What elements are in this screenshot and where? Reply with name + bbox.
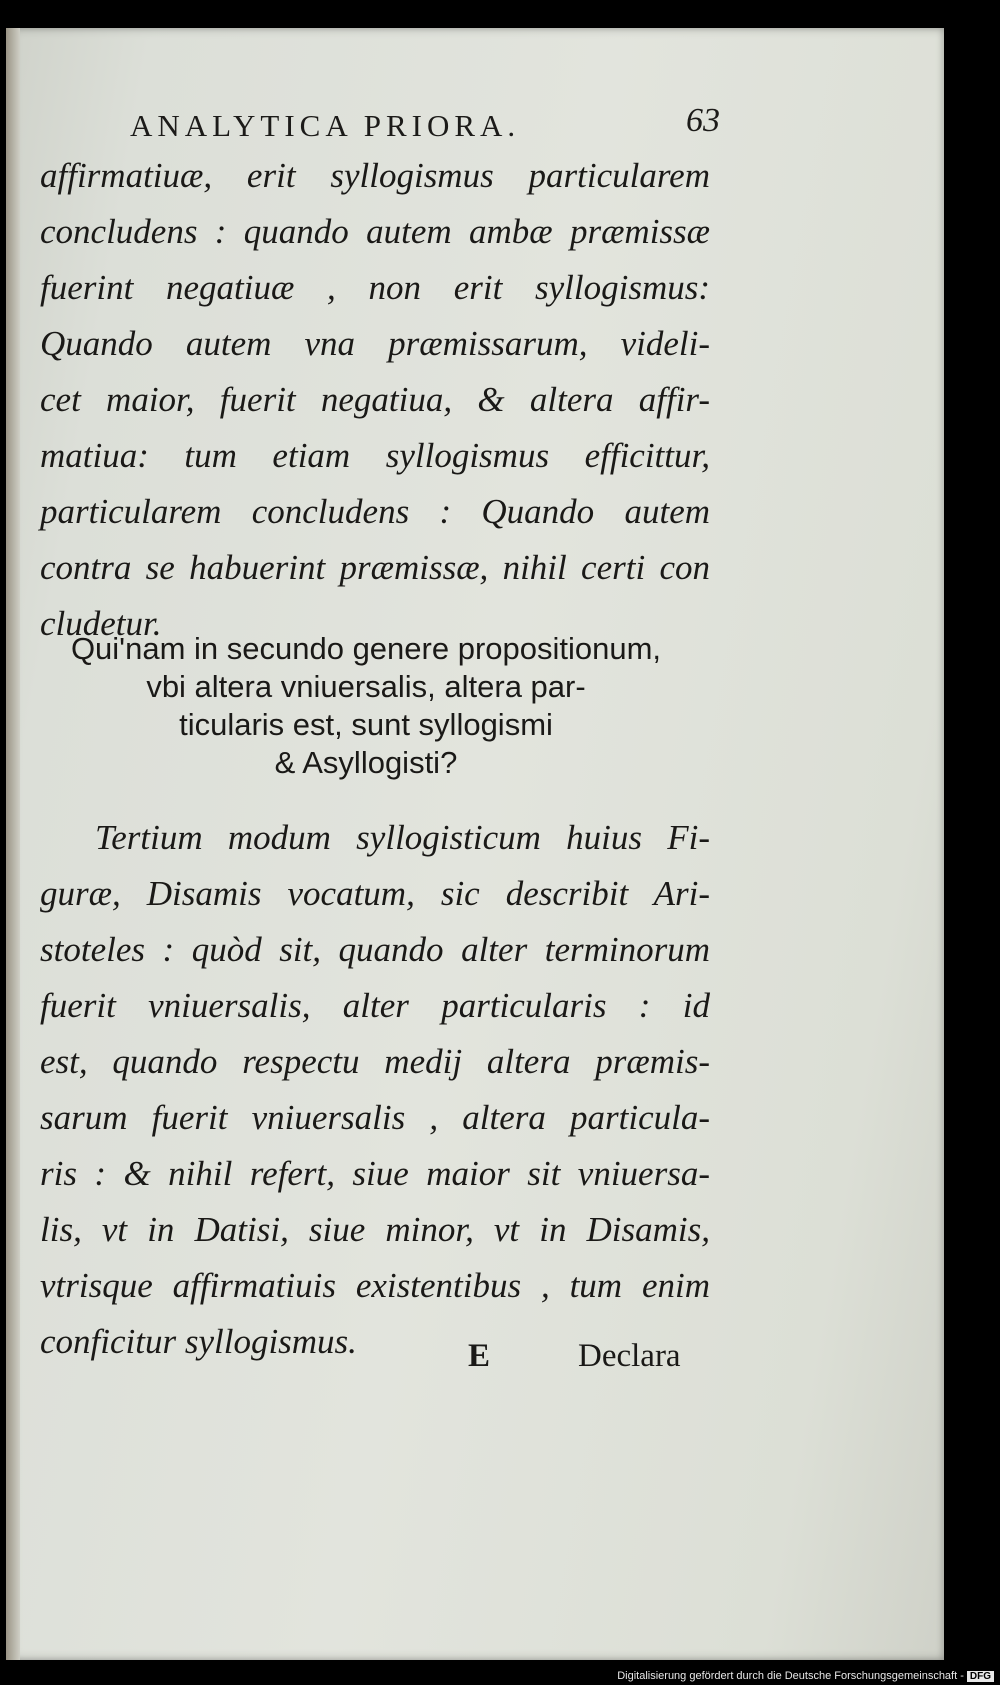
section-heading (36, 630, 696, 782)
text-line: Tertium modum syllogisticum huius Fi- (95, 818, 710, 857)
text-line: affirmatiuæ, erit syllogismus particularem (40, 156, 710, 195)
text-line: ris : & nihil refert, siue maior sit vniuersa- (40, 1154, 710, 1193)
heading-line: vbi altera vniuersalis, altera par- (146, 669, 586, 704)
text-line: sarum fuerit vniuersalis , altera particula- (40, 1098, 710, 1137)
text-line: est, quando respectu medij altera præmis- (40, 1042, 710, 1081)
text-line: conficitur syllogismus. (40, 1322, 357, 1361)
text-line: lis, vt in Datisi, siue minor, vt in Disamis, (40, 1210, 710, 1249)
text-line: Quando autem vna præmissarum, videli- (40, 324, 710, 363)
text-line: fuerint negatiuæ , non erit syllogismus: (40, 268, 710, 307)
signature-mark: E (468, 1338, 491, 1374)
dfg-logo: DFG (967, 1671, 994, 1682)
text-line: stoteles : quòd sit, quando alter terminorum (40, 930, 710, 969)
heading-line: & Asyllogisti? (274, 745, 458, 780)
footer-text: Digitalisierung gefördert durch die Deutsche Forschungsgemeinschaft - (617, 1670, 964, 1682)
text-line: matiua: tum etiam syllogismus efficittur, (40, 436, 710, 475)
text-line: concludens : quando autem ambæ præmissæ (40, 212, 710, 251)
text-line: guræ, Disamis vocatum, sic describit Ari- (40, 874, 710, 913)
paragraph-2 (40, 810, 710, 1370)
text-line: fuerit vniuersalis, alter particularis : id (40, 986, 710, 1025)
text-line: cet maior, fuerit negatiua, & altera affir- (40, 380, 710, 419)
text-line: cludetur. (40, 604, 162, 643)
digitization-footer (617, 1670, 994, 1682)
text-line: contra se habuerint præmissæ, nihil certi con (40, 548, 710, 587)
page-gutter-shadow (6, 28, 20, 1660)
text-line: vtrisque affirmatiuis existentibus , tum enim (40, 1266, 710, 1305)
running-head-title: ANALYTICA PRIORA. (130, 108, 521, 143)
page-number: 63 (686, 102, 720, 139)
heading-line: ticularis est, sunt syllogismi (179, 707, 553, 742)
catchword: Declara (578, 1338, 681, 1374)
heading-line: Qui'nam in secundo genere propositionum, (70, 631, 662, 666)
paragraph-1 (40, 148, 710, 652)
text-line: particularem concludens : Quando autem (40, 492, 710, 531)
